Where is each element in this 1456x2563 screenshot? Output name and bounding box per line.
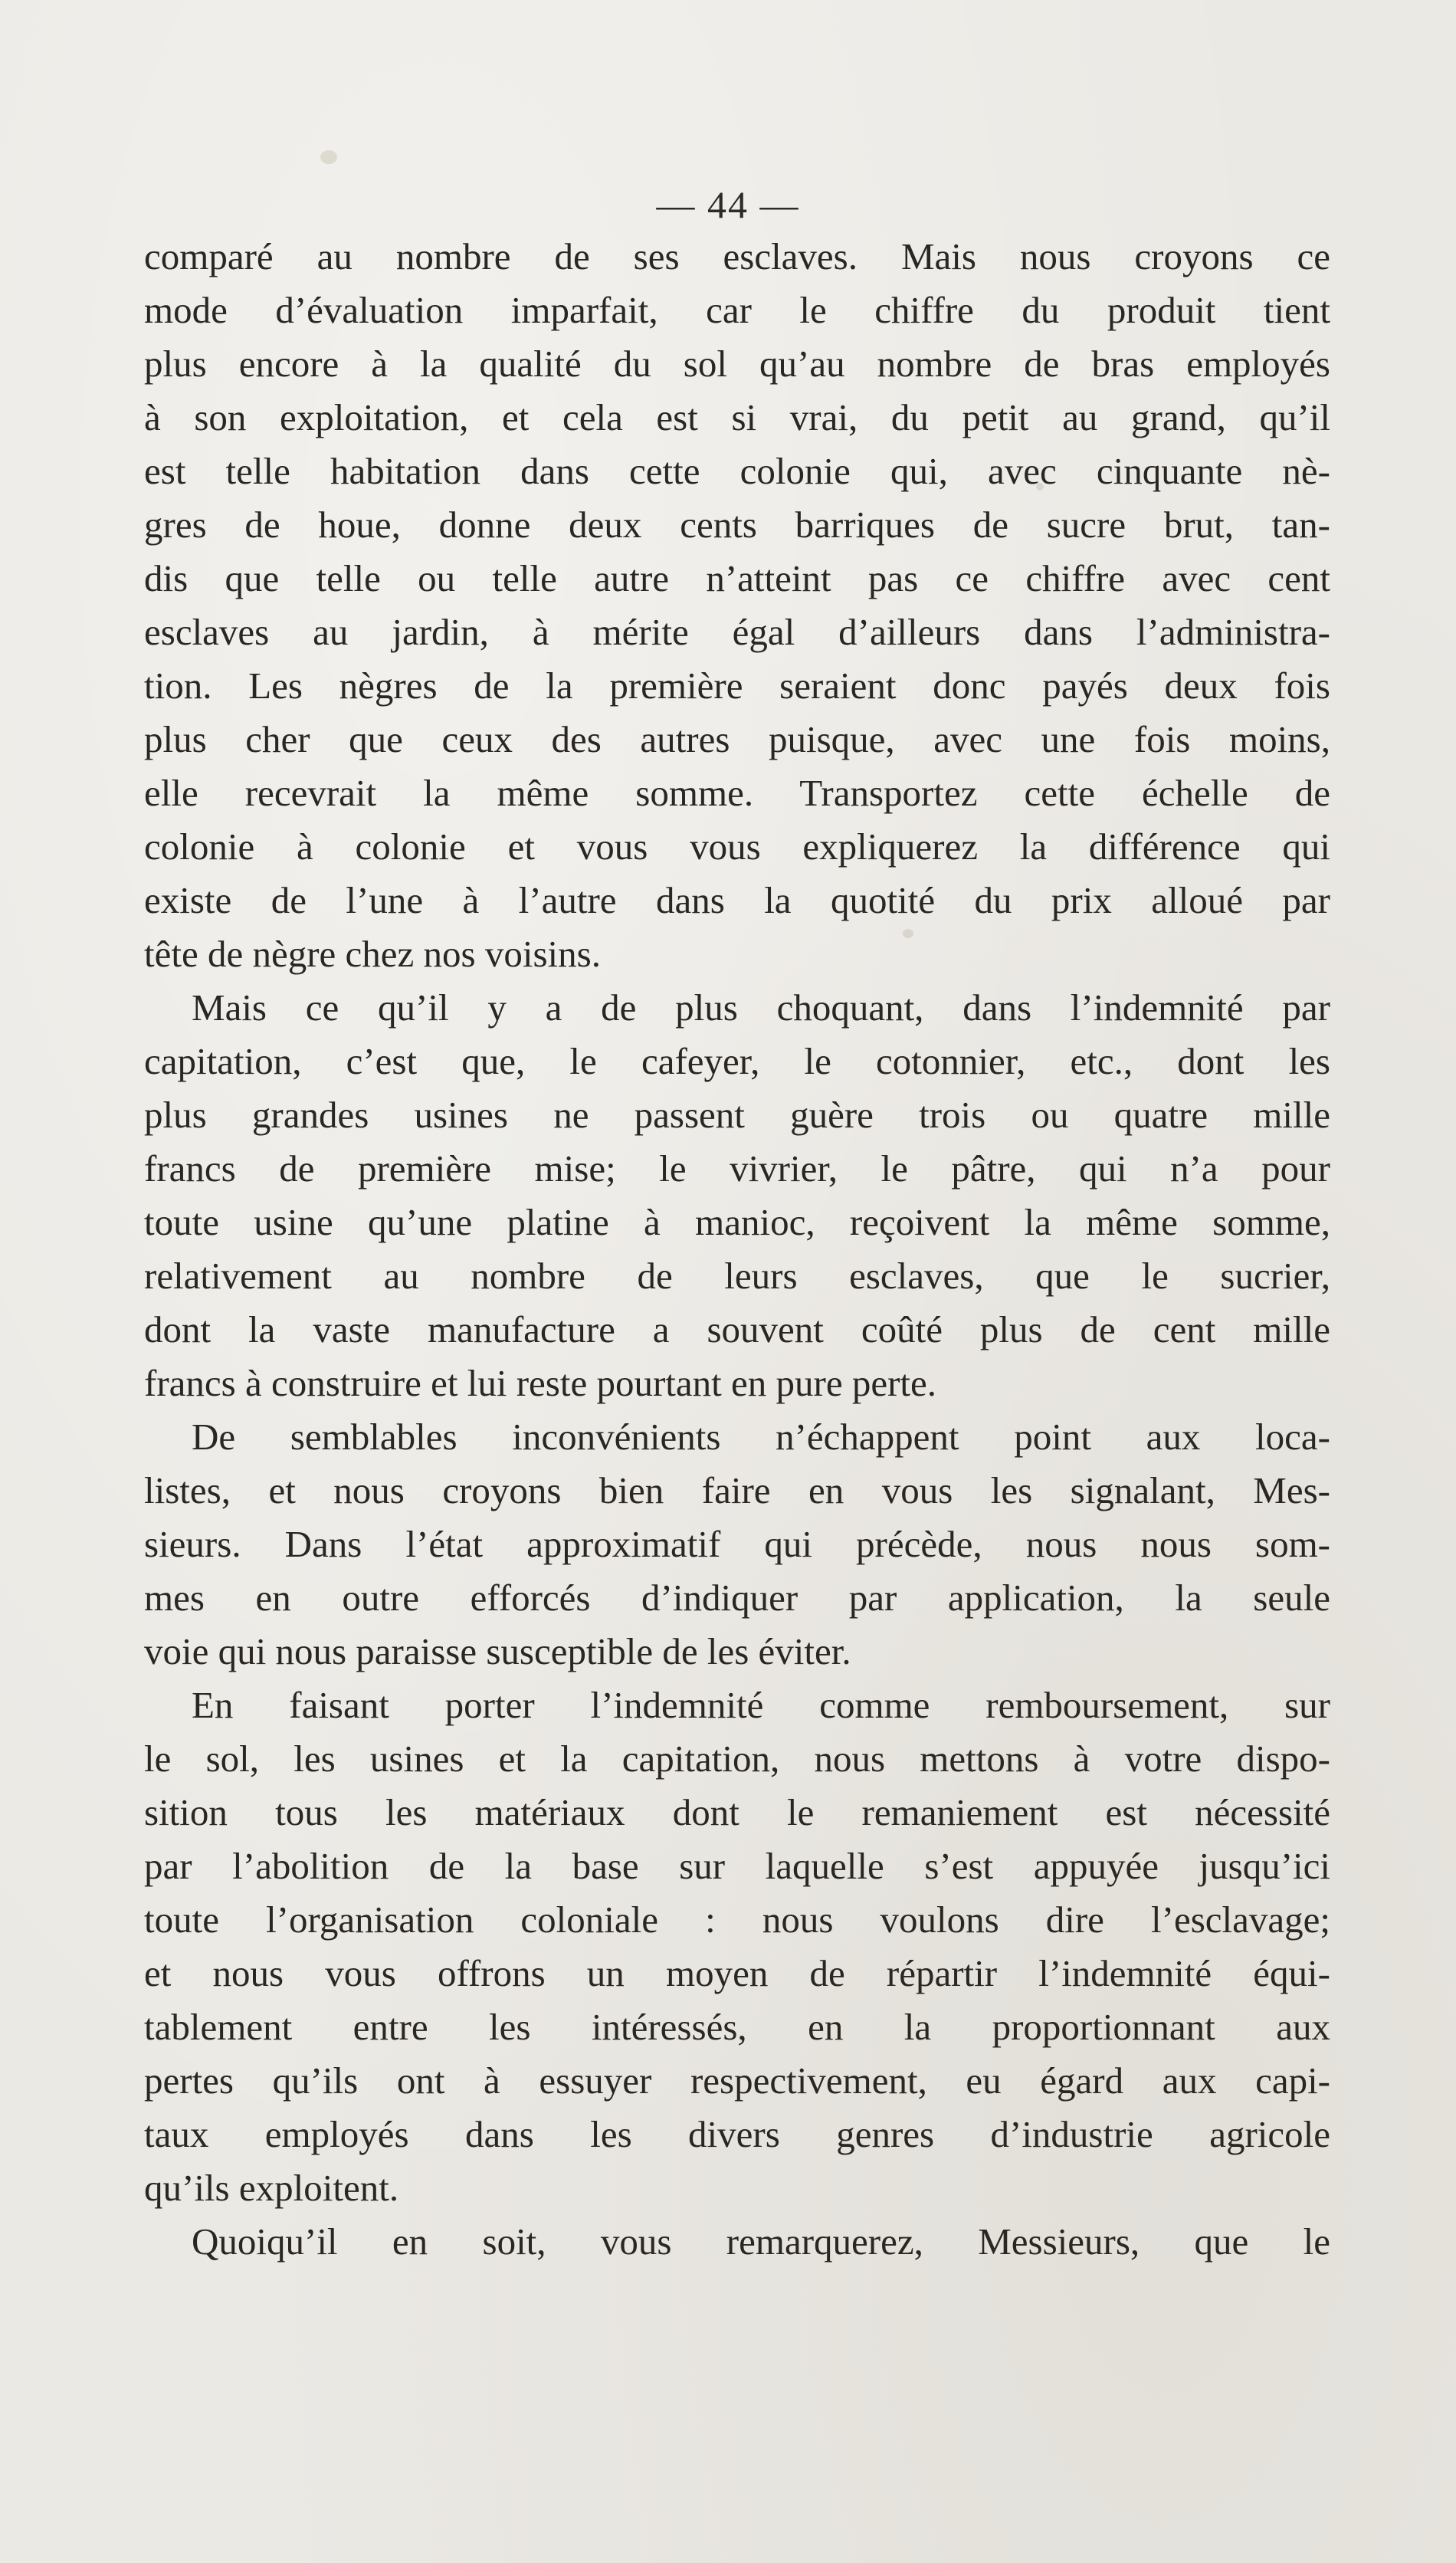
text-line: francs de première mise; le vivrier, le pâtre, qui n’a pour [144,1147,1330,1190]
paragraph [144,230,1330,981]
text-line: à son exploitation, et cela est si vrai, du petit au grand, qu’il [144,396,1330,438]
text-line: mes en outre efforcés d’indiquer par application, la seule [144,1577,1330,1619]
text-line: par l’abolition de la base sur laquelle s’est appuyée jusqu’ici [144,1845,1330,1887]
text-line: Mais ce qu’il y a de plus choquant, dans l’indemnité par [192,986,1330,1029]
text-line: tion. Les nègres de la première seraient donc payés deux fois [144,665,1330,707]
text-line: De semblables inconvénients n’échappent point aux loca- [192,1416,1330,1458]
text-line: mode d’évaluation imparfait, car le chiffre du produit tient [144,289,1330,331]
text-line: listes, et nous croyons bien faire en vous les signalant, Mes- [144,1469,1330,1511]
body-text [144,230,1330,2269]
text-line: sieurs. Dans l’état approximatif qui précède, nous nous som- [144,1523,1330,1565]
text-line: capitation, c’est que, le cafeyer, le cotonnier, etc., dont les [144,1040,1330,1082]
text-line: En faisant porter l’indemnité comme remboursement, sur [192,1684,1330,1726]
text-line: le sol, les usines et la capitation, nous mettons à votre dispo- [144,1738,1330,1780]
page-number: — 44 — [656,183,800,226]
text-line: dont la vaste manufacture a souvent coûté plus de cent mille [144,1308,1330,1350]
text-line: plus grandes usines ne passent guère trois ou quatre mille [144,1094,1330,1136]
text-line: dis que telle ou telle autre n’atteint pas ce chiffre avec cent [144,557,1330,599]
text-line: plus encore à la qualité du sol qu’au nombre de bras employés [144,343,1330,385]
text-line: esclaves au jardin, à mérite égal d’ailleurs dans l’administra- [144,611,1330,653]
text-line: tablement entre les intéressés, en la proportionnant aux [144,2006,1330,2048]
text-line: tête de nègre chez nos voisins. [144,933,601,975]
text-line: Quoiqu’il en soit, vous remarquerez, Messieurs, que le [192,2220,1330,2263]
text-line: elle recevrait la même somme. Transportez cette échelle de [144,772,1330,814]
paragraph [144,2215,1330,2269]
paragraph [144,1410,1330,1679]
text-line: sition tous les matériaux dont le remaniement est nécessité [144,1791,1330,1833]
paragraph [144,981,1330,1410]
text-line: colonie à colonie et vous vous expliquerez la différence qui [144,825,1330,868]
text-line: et nous vous offrons un moyen de répartir l’indemnité équi- [144,1952,1330,1994]
text-line: toute l’organisation coloniale : nous voulons dire l’esclavage; [144,1898,1330,1941]
text-line: voie qui nous paraisse susceptible de les éviter. [144,1630,851,1672]
text-line: francs à construire et lui reste pourtant en pure perte. [144,1362,937,1404]
text-line: relativement au nombre de leurs esclaves, que le sucrier, [144,1255,1330,1297]
text-line: plus cher que ceux des autres puisque, avec une fois moins, [144,718,1330,760]
text-line: pertes qu’ils ont à essuyer respectivement, eu égard aux capi- [144,2059,1330,2102]
text-line: qu’ils exploitent. [144,2167,399,2209]
paragraph [144,1679,1330,2215]
text-line: comparé au nombre de ses esclaves. Mais nous croyons ce [144,235,1330,277]
text-line: est telle habitation dans cette colonie qui, avec cinquante nè- [144,450,1330,492]
text-line: existe de l’une à l’autre dans la quotité du prix alloué par [144,879,1330,921]
paper-stain [320,150,337,164]
text-line: gres de houe, donne deux cents barriques de sucre brut, tan- [144,504,1330,546]
text-line: toute usine qu’une platine à manioc, reçoivent la même somme, [144,1201,1330,1243]
text-line: taux employés dans les divers genres d’industrie agricole [144,2113,1330,2155]
